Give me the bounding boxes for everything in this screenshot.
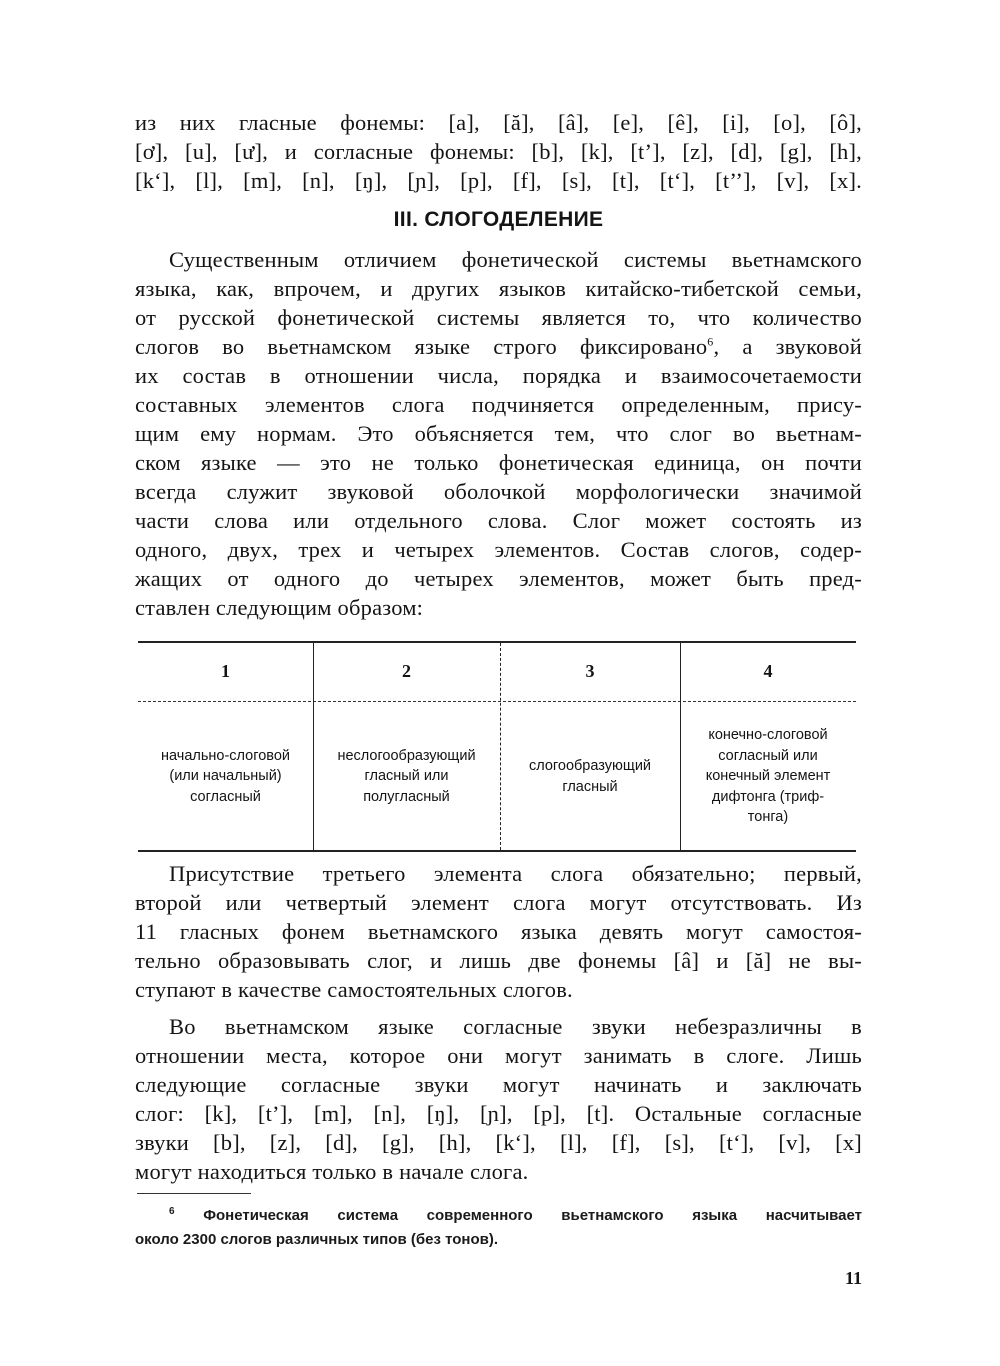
text-line: части слова или отдельного слова. Слог может состоять из — [135, 508, 862, 533]
text-line: ставлен следующим образом: — [135, 595, 424, 620]
text-line: из них гласные фонемы: [a], [ă], [â], [e], [ê], [i], [o], [ô], — [135, 110, 862, 135]
text-line: Во вьетнамском языке согласные звуки небезразличны в — [169, 1014, 862, 1039]
page-body-lower — [135, 859, 862, 1186]
footnote — [135, 1204, 862, 1252]
text-line: звуки [b], [z], [d], [g], [h], [k‘], [l], [f], [s], [t‘], [v], [x] — [135, 1130, 862, 1155]
cell-line: (или начальный) — [169, 768, 282, 785]
table-header-2: 2 — [402, 661, 411, 681]
text-line: составных элементов слога подчиняется определенным, прису- — [135, 392, 862, 417]
text-line: Присутствие третьего элемента слога обязательно; первый, — [169, 861, 862, 886]
table-cell-semivowel — [313, 703, 500, 850]
text-segment: , а звуковой — [713, 334, 862, 359]
text-line: [ơ], [u], [ư], и согласные фонемы: [b], [k], [t’], [z], [d], [g], [h], — [135, 139, 862, 164]
footnote-divider — [137, 1193, 251, 1194]
cell-line: слогообразующий — [528, 758, 652, 774]
paragraph-syllable-intro — [135, 245, 862, 622]
text-line: щим ему нормам. Это объясняется тем, что слог во вьетнам- — [135, 421, 862, 446]
cell-line: тонга) — [747, 809, 789, 826]
cell-line: полугласный — [363, 788, 450, 805]
text-segment: слогов во вьетнамском языке строго фиксировано — [135, 334, 708, 359]
footnote-reference[interactable]: 6 — [707, 334, 714, 349]
text-line: одного, двух, трех и четырех элементов. Состав слогов, содер- — [135, 537, 862, 562]
text-line: языка, как, впрочем, и других языков китайско-тибетской семьи, — [135, 276, 862, 301]
text-line: [k‘], [l], [m], [n], [ŋ], [ɲ], [p], [f], [s], [t], [t‘], [t’’], [v], [x]. — [135, 168, 862, 193]
text-line: ступают в качестве самостоятельных слогов. — [135, 977, 573, 1002]
paragraph-consonant-positions — [135, 1012, 862, 1186]
footnote-marker: 6 — [169, 1206, 175, 1217]
text-line: 11 гласных фонем вьетнамского языка девять могут самостоя- — [135, 919, 862, 944]
footnote-line: около 2300 слогов различных типов (без тонов). — [135, 1231, 499, 1248]
text-line — [135, 332, 862, 361]
page-number: 11 — [844, 1268, 862, 1288]
text-line: всегда служит звуковой оболочкой морфологически значимой — [135, 479, 862, 504]
table-cell-initial-consonant — [138, 703, 313, 850]
cell-line: конечный элемент — [705, 768, 831, 785]
text-line: ском языке — это не только фонетическая единица, он почти — [135, 450, 862, 475]
text-line: тельно образовывать слог, и лишь две фонемы [â] и [ă] не вы- — [135, 948, 862, 973]
section-heading: III. СЛОГОДЕЛЕНИЕ — [393, 208, 604, 231]
cell-line: дифтонга (триф- — [711, 788, 825, 805]
syllable-structure-table — [138, 641, 856, 852]
table-header-4: 4 — [763, 661, 773, 681]
cell-line: согласный — [190, 788, 261, 805]
cell-line: неслогообразующий — [337, 747, 476, 764]
footnote-text: Фонетическая система современного вьетнамского языка насчитывает — [203, 1207, 863, 1224]
intro-phoneme-list — [135, 108, 862, 195]
text-line: отношении места, которое они могут занимать в слоге. Лишь — [135, 1043, 862, 1068]
table-cell-final-element — [680, 703, 856, 850]
cell-line: начально-слоговой — [161, 747, 290, 764]
table-header-3: 3 — [585, 661, 595, 681]
text-line: следующие согласные звуки могут начинать и заключать — [135, 1072, 862, 1097]
cell-line: конечно-слоговой — [708, 727, 828, 744]
text-line: жащих от одного до четырех элементов, может быть пред- — [135, 566, 862, 591]
text-line: от русской фонетической системы является то, что количество — [135, 305, 862, 330]
table-header-1: 1 — [221, 661, 230, 681]
text-line: Существенным отличием фонетической системы вьетнамского — [169, 247, 862, 272]
cell-line: гласный — [562, 778, 618, 795]
text-line: могут находиться только в начале слога. — [135, 1159, 529, 1184]
table-cell-syllabic-vowel — [500, 703, 680, 850]
cell-line: гласный или — [364, 768, 449, 785]
text-line: второй или четвертый элемент слога могут отсутствовать. Из — [135, 890, 862, 915]
text-line: слог: [k], [t’], [m], [n], [ŋ], [ɲ], [p], [t]. Остальные согласные — [135, 1101, 862, 1126]
cell-line: согласный или — [718, 747, 818, 764]
text-line: их состав в отношении числа, порядка и взаимосочетаемости — [135, 363, 862, 388]
paragraph-third-element — [135, 859, 862, 1004]
page-body — [135, 108, 862, 622]
footnote-line — [135, 1204, 862, 1228]
